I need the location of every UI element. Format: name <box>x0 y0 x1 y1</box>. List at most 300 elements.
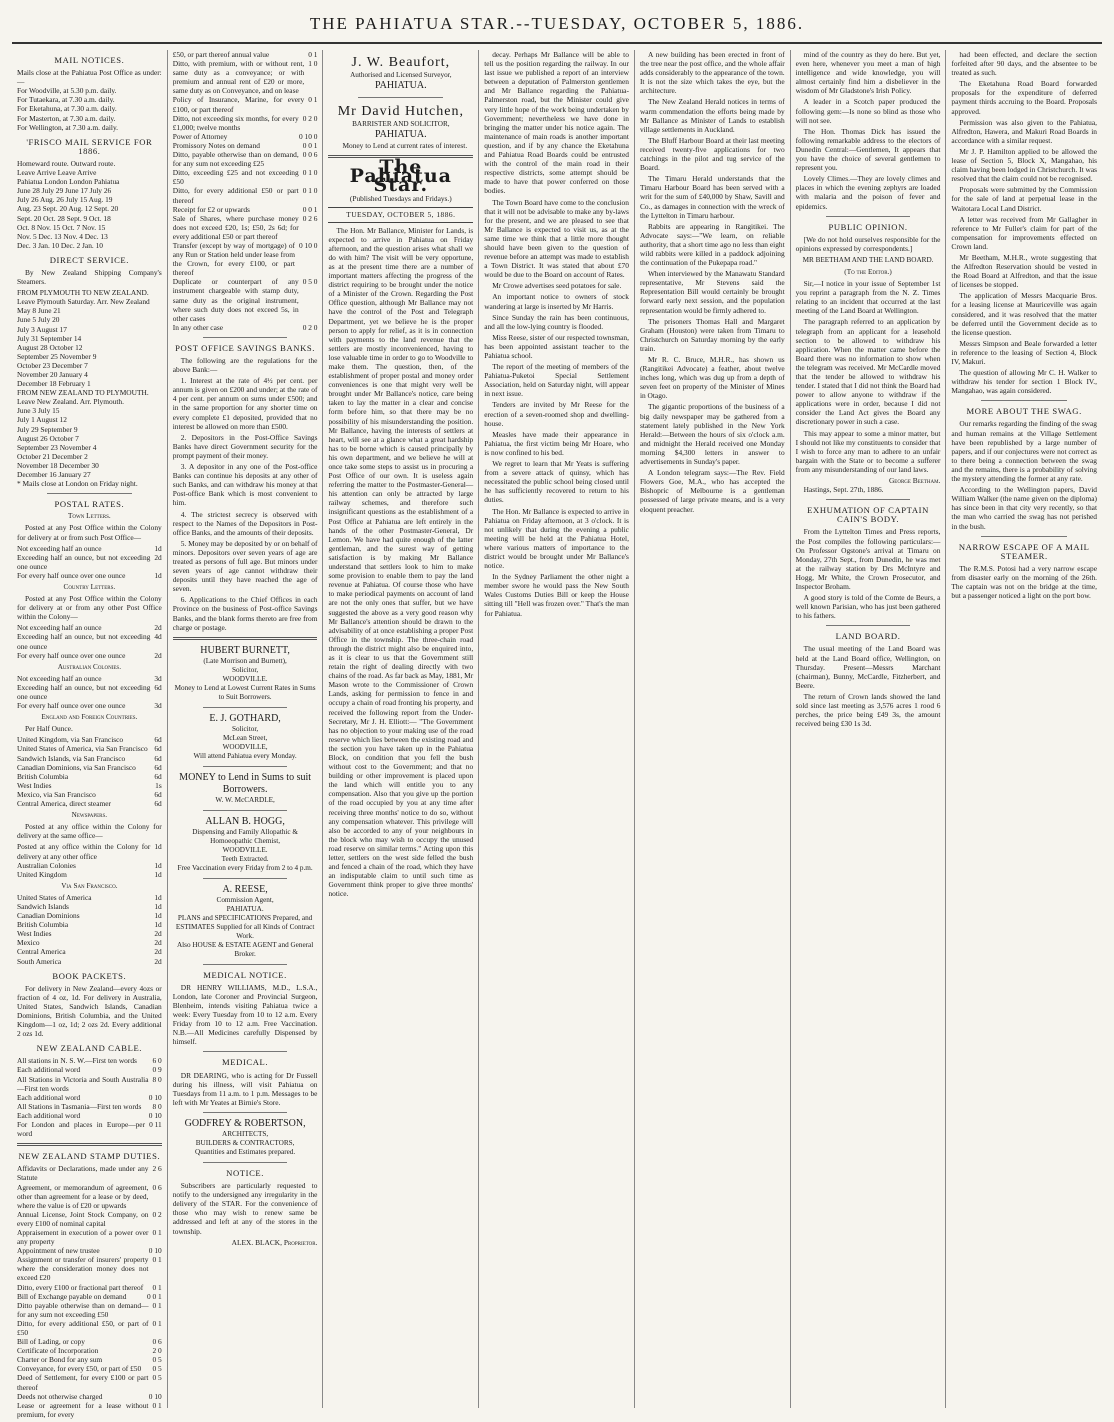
row-label: Canadian Dominions, via San Francisco <box>17 762 136 772</box>
row-value: 6d <box>154 682 162 692</box>
ad-line: PLANS and SPECIFICATIONS Prepared, and ESTIMATES Supplied for all Kinds of Contract Work. <box>175 913 315 940</box>
rate-row <box>17 799 162 808</box>
row-value: 0 1 <box>152 1227 162 1237</box>
direct-row: October 23 December 7 <box>17 360 88 370</box>
divider <box>203 964 288 965</box>
news-paragraph: The Hon. Mr Ballance is expected to arrive in Pahiatua on Friday afternoon, at 3 o'clock. It is not unlikely that during the evening a public meeting will be held at the Pahiatua Hotel, where various matters of importance to the district would be brought under Mr Ballance's notice. <box>484 506 629 571</box>
rate-row <box>17 701 162 710</box>
frisco-row: Leave Arrive Leave Arrive <box>17 168 97 178</box>
frisco-row: Sept. 20 Oct. 28 Sept. 9 Oct. 18 <box>17 213 111 223</box>
column-4 <box>479 50 635 1408</box>
swag-title: MORE ABOUT THE SWAG. <box>966 406 1082 417</box>
opinion-note: [We do not hold ourselves responsible for the opinions expressed by correspondents.] <box>795 234 941 253</box>
mail-lines <box>17 68 162 132</box>
rate-row <box>17 781 162 790</box>
savings-paragraph: 2. Depositors in the Post-Office Savings Banks have direct Government security for the prompt payment of their money. <box>172 432 318 460</box>
row-value: 1d <box>154 911 162 921</box>
row-value: 2d <box>154 947 162 957</box>
ad-line: Commission Agent, <box>216 895 274 904</box>
cable-row <box>17 1120 162 1138</box>
row-value: 2 6 <box>152 1164 162 1174</box>
news-paragraph: Tenders are invited by Mr Reese for the erection of a seven-roomed shop and dwelling-house. <box>484 400 629 428</box>
divider <box>203 337 288 338</box>
rate-row <box>17 754 162 763</box>
stamp-row <box>173 205 318 214</box>
row-label: Conveyance, for every £50, or part of £50 <box>17 1364 142 1374</box>
ad-line: Dispensing and Family Allopathic & Homoeopathic Chemist, <box>192 827 298 845</box>
ad-line: Will attend Pahiatua every Monday. <box>193 751 297 760</box>
row-value: 0 1 <box>152 1255 162 1265</box>
letter-title: MR BEETHAM AND THE LAND BOARD. <box>802 255 934 264</box>
stamp-row <box>17 1301 162 1319</box>
rate-row <box>17 632 162 650</box>
land-board-paragraph: The usual meeting of the Land Board was held at the Land Board office, Wellington, on Thursday. Present—Messrs Marchant (chairman), Bunny, McCardle, Fitzherbert, and Beere. <box>795 644 941 690</box>
row-value: 1d <box>154 892 162 902</box>
news-paragraph: The Town Board have come to the conclusion that it will not be advisable to make any by-laws for the present, and we are pleased to see that Mr Ballance is expected to visit us, as at the same time we think that a little more thought should have been given to the question of revenue before an attempt was made to establish a Town District. It was stated that about £70 would be due to the Board on account of Rates. <box>484 197 629 280</box>
land-board-continued <box>951 50 1097 395</box>
exhumation-paragraph: A good story is told of the Comte de Beurs, a well known Parisian, who has just been gathered to his fathers. <box>795 593 941 621</box>
cable-row <box>17 1102 162 1111</box>
divider <box>203 707 288 708</box>
cable-row <box>17 1075 162 1093</box>
godfrey-robertson-ad <box>173 1118 318 1157</box>
rate-row <box>17 744 162 753</box>
divider <box>173 637 318 640</box>
row-label: Central America, direct steamer <box>17 799 111 809</box>
stamp-row <box>17 1255 162 1282</box>
letter-date: Hastings, Sept. 27th, 1886. <box>803 485 884 495</box>
column-1 <box>12 50 168 1419</box>
row-value: 1d <box>154 860 162 870</box>
news-paragraph: A London telegram says:—The Rev. Field Flowers Goe, M.A., who has accepted the Bishopric of Melbourne is a gentleman possessed of large private means, and is a very eloquent preacher. <box>639 468 785 514</box>
stamp-row <box>173 114 318 132</box>
direct-row: October 21 December 2 <box>17 451 88 461</box>
row-value: 0 6 <box>152 1337 162 1347</box>
row-label: Not exceeding half an ounce <box>17 673 102 683</box>
land-board-body <box>796 644 941 728</box>
letter-body <box>796 279 941 474</box>
direct-row: July 3 August 17 <box>17 324 67 334</box>
ad-name: A. REESE, <box>222 883 268 895</box>
land-board-paragraph: Mr Beetham, M.H.R., wrote suggesting that the Alfredton Reservation should be vested in the Road Board at Alfredton, and that the issue of licenses be stopped. <box>951 252 1097 290</box>
escape-body <box>951 564 1097 600</box>
row-label: Canadian Dominions <box>17 911 80 921</box>
row-label: Ditto, not exceeding six months, for every £1,000; twelve months <box>172 113 299 132</box>
mail-line: For Woodville, at 5.30 p.m. daily. <box>17 86 117 96</box>
savings-paragraph: 4. The strictest secrecy is observed with respect to the Names of the Depositors in Post-office Banks, and the amounts of their deposits. <box>172 509 318 537</box>
row-label: Exceeding half an ounce, but not exceeding one ounce <box>17 552 151 571</box>
row-label: All Stations in Tasmania—First ten words <box>17 1101 142 1111</box>
column-3 <box>323 50 479 1408</box>
row-label: Each additional word <box>17 1065 81 1075</box>
divider <box>203 1112 288 1113</box>
ad-line: PAHIATUA. <box>375 129 427 140</box>
mail-line: Mails close at the Pahiatua Post Office as under:— <box>17 68 162 87</box>
news-paragraph: Rabbits are appearing in Rangitikei. The Advocate says:—"We learn, on reliable authority, that a short time ago no less than eight wild rabbits were killed in a paddock adjoining the continuation of the Pukepapa road." <box>639 221 785 268</box>
row-label: West Indies <box>17 929 52 939</box>
row-label: United Kingdom <box>17 869 67 879</box>
land-board-paragraph: had been effected, and declare the section forfeited after 90 days, and the absentee to be treated as such. <box>951 50 1097 78</box>
frisco-row: June 28 July 29 June 17 July 26 <box>17 186 112 196</box>
cable-rates <box>17 1056 162 1138</box>
medical-title: MEDICAL. <box>222 1057 269 1068</box>
divider <box>826 625 911 626</box>
row-value: 0 5 0 <box>302 277 318 287</box>
row-label: Deeds not otherwise charged <box>17 1391 103 1401</box>
news-paragraph: The New Zealand Herald notices in terms of warm commendation the efforts being made by Mr Ballance as Minister of Lands to establish village settlements in Auckland. <box>639 97 785 134</box>
ad-line: Solicitor, <box>231 665 259 674</box>
row-value: 1 0 <box>308 59 318 69</box>
frisco-row: Nov. 5 Dec. 13 Nov. 4 Dec. 13 <box>17 231 108 241</box>
ad-line: PAHIATUA. <box>375 80 427 91</box>
news-paragraph: The gigantic proportions of the business of a big daily newspaper may be gathered from a statement lately published in the New York Herald:—Between the hours of six o'clock a.m. and midnight the Herald received one Monday morning $4,300 letters in answer to advertisements in Sunday's paper. <box>639 402 785 467</box>
stamp-row <box>173 214 318 241</box>
row-value: 0 10 <box>148 1391 162 1401</box>
column-5 <box>635 50 791 1408</box>
row-label: Australian Colonies <box>17 860 76 870</box>
row-label: United States of America <box>17 892 92 902</box>
editorial <box>328 226 473 899</box>
row-value: 0 2 0 <box>302 322 318 332</box>
row-value: 2 0 <box>152 1346 162 1356</box>
advertisement <box>173 772 318 805</box>
cable-row <box>17 1093 162 1102</box>
land-board-paragraph: Proposals were submitted by the Commission for the sale of land at perpetual lease in the Waitotara Local Land District. <box>951 185 1097 213</box>
row-label: For every half ounce over one ounce <box>17 650 126 660</box>
row-label: Ditto, with premium, with or without rent, same duty as a conveyance; or with premium and annual rent of £20 or more, same duty as on Conveyance, and on lease <box>172 59 305 96</box>
row-value: 0 2 0 <box>302 113 318 123</box>
stamp-row <box>173 132 318 141</box>
news-paragraph: The report of the meeting of members of the Pahiatua-Puketoi Special Settlement Association, held on Saturday night, will appear in next issue. <box>484 362 629 399</box>
row-value: 0 1 <box>152 1318 162 1328</box>
ad-name: Mr David Hutchen, <box>337 104 464 119</box>
rate-heading: Australian Colonies. <box>57 662 122 671</box>
ad-line: ARCHITECTS, <box>222 1129 269 1138</box>
row-label: Lease or agreement for a lease without premium, for every <box>17 1400 149 1419</box>
frisco-row: Dec. 3 Jan. 10 Dec. 2 Jan. 10 <box>17 240 103 250</box>
land-board-paragraph: The application of Messrs Macquarie Bros. for a leasing license at Mauriceville was again considered, and it was resolved that the matter be deferred until the Government decide as to the license question. <box>951 291 1097 337</box>
news-paragraph: We regret to learn that Mr Yeats is suffering from a severe attack of quinsy, which has necessitated the public school being closed until he has sufficiently recovered to return to his duties. <box>484 459 629 505</box>
escape-title: NARROW ESCAPE OF A MAIL STEAMER. <box>958 541 1090 561</box>
stamp-row <box>17 1164 162 1182</box>
row-value: 0 6 <box>152 1182 162 1192</box>
rate-row <box>17 861 162 870</box>
savings-paragraph: 3. A depositor in any one of the Post-office Banks can continue his deposits at any other of such Banks, and can withdraw his money at that Post-office Bank which is most convenient to him. <box>172 462 318 508</box>
divider <box>203 878 288 879</box>
news-paragraph: The Bluff Harbour Board at their last meeting received twenty-five applications for two catchings in the pilot and tug service of the Board. <box>639 135 785 173</box>
rate-heading: Town Letters. <box>68 512 111 521</box>
direct-row: December 18 February 1 <box>17 379 91 389</box>
rate-heading: Country Letters. <box>63 582 116 591</box>
ad-name: E. J. GOTHARD, <box>209 712 281 724</box>
row-label: West Indies <box>17 780 52 790</box>
row-label: Each additional word <box>17 1092 81 1102</box>
row-value: 6d <box>154 735 162 745</box>
row-value: 0 10 <box>148 1092 162 1102</box>
direct-table <box>17 288 162 488</box>
row-label: For London and places in Europe—per word <box>17 1120 146 1139</box>
divider <box>981 536 1067 537</box>
book-title: BOOK PACKETS. <box>52 970 127 981</box>
row-value: 0 5 <box>152 1364 162 1374</box>
direct-row: July 31 September 14 <box>17 333 82 343</box>
row-label: Not exceeding half an ounce <box>17 543 102 553</box>
row-label: All stations in N. S. W.—First ten words <box>17 1056 137 1066</box>
row-value: 1d <box>154 920 162 930</box>
rate-heading: Via San Francisco. <box>61 881 118 890</box>
letter-paragraph: Sir,—I notice in your issue of September 1st you reprint a paragraph from the N. Z. Times relating to an incident that occurred at the last meeting of the Land Board at Wellington. <box>795 279 941 316</box>
divider <box>826 499 911 500</box>
swag-body <box>951 419 1097 530</box>
stamp-row <box>17 1246 162 1255</box>
medical-notice-title: MEDICAL NOTICE. <box>203 969 287 980</box>
row-label: Ditto, for every additional £50, or part of £50 <box>17 1318 149 1337</box>
savings-intro: The following are the regulations for the above Bank:— <box>172 356 318 375</box>
ad-line: Quantities and Estimates prepared. <box>195 1147 296 1156</box>
row-value: 0 10 <box>148 1246 162 1256</box>
general-news <box>640 50 785 514</box>
row-label: Central America <box>17 947 66 957</box>
row-label: Sandwich Islands <box>17 901 69 911</box>
stamp-row <box>173 168 318 186</box>
direct-title: DIRECT SERVICE. <box>49 254 130 265</box>
row-value: 0 1 0 <box>302 168 318 178</box>
rate-row <box>17 763 162 772</box>
row-label: Certificate of Incorporation <box>17 1346 99 1356</box>
column-6 <box>791 50 947 1408</box>
direct-row: FROM PLYMOUTH TO NEW ZEALAND. <box>17 288 149 298</box>
row-value: 2d <box>154 956 162 966</box>
direct-row: * Mails close at London on Friday night. <box>17 479 138 489</box>
ad-line: (Late Morrison and Burnett), <box>203 656 287 665</box>
rate-row <box>17 772 162 781</box>
row-label: Affidavits or Declarations, made under any Statute <box>17 1164 149 1183</box>
exhumation-body <box>796 527 941 620</box>
divider <box>826 216 911 217</box>
ad-name: J. W. Beaufort, <box>351 55 451 70</box>
row-value: 0 10 0 <box>298 131 318 141</box>
rate-row <box>17 544 162 553</box>
direct-row: June 3 July 15 <box>17 406 60 416</box>
ad-line: Money to Lend at Lowest Current Rates in Sums to Suit Borrowers. <box>174 683 316 701</box>
row-value: 0 0 1 <box>146 1291 162 1301</box>
rate-row <box>17 735 162 744</box>
row-value: 8 0 <box>152 1074 162 1084</box>
direct-row: July 29 September 9 <box>17 424 78 434</box>
stamp-row <box>17 1319 162 1337</box>
news-items <box>796 50 941 211</box>
row-label: For every half ounce over one ounce <box>17 701 126 711</box>
row-label: Ditto payable otherwise than on demand—for any sum not exceeding £50 <box>17 1300 149 1319</box>
rate-row <box>17 842 162 860</box>
row-label: All Stations in Victoria and South Australia—First ten words <box>17 1074 149 1093</box>
row-value: 2d <box>154 552 162 562</box>
stamp-row <box>17 1183 162 1210</box>
row-label: Posted at any office within the Colony for delivery at any other office <box>17 842 151 861</box>
row-value: 8 0 <box>152 1101 162 1111</box>
land-board-paragraph: The return of Crown lands showed the land sold since last meeting as 3,576 acres 1 rood 6 perches, the price being £49 3s, the amount received being £30 1s 3d. <box>795 691 941 729</box>
ad-line: Solicitor, <box>231 724 259 733</box>
land-board-paragraph: A letter was received from Mr Gallagher in reference to Mr Fuller's claim for part of the compensation for improvements effected on Crown land. <box>951 214 1097 251</box>
advertisement <box>173 884 318 959</box>
row-label: Annual License, Joint Stock Company, on every £100 of nominal capital <box>17 1209 149 1228</box>
row-label: Receipt for £2 or upwards <box>172 204 250 214</box>
column-7 <box>946 50 1102 1408</box>
land-board-paragraph: Permission was also given to the Pahiatua, Alfredton, Hawera, and Makuri Road Boards in accordance with a similar request. <box>951 117 1097 145</box>
row-label: Each additional word <box>17 1110 81 1120</box>
letter-paragraph: The paragraph referred to an application by telegraph from an applicant for a leasehold section to be allowed to withdraw his application. When the matter came before the Board there was no information to show when the telegram was received. Mr McCardle moved that the tender be allowed to withdraw his tender. I stated that I did not think the Board had power to allow anyone to withdraw if the applications were in order, because I did not consider the Land Act gives the Board any discretionary power in such a case. <box>795 317 941 427</box>
stamp-duties-continued <box>173 50 318 332</box>
row-label: Policy of Insurance, Marine, for every £100, or part thereof <box>172 95 305 114</box>
row-label: Appointment of new trustee <box>17 1246 100 1256</box>
rate-row <box>17 553 162 571</box>
letter-to: (To the Editor.) <box>844 267 892 276</box>
notice-signature: ALEX. BLACK, Proprietor. <box>231 1237 318 1247</box>
direct-row: Leave Plymouth Saturday. Arr. New Zealand <box>17 297 150 307</box>
row-value: 0 1 <box>308 95 318 105</box>
ad-line: Free Vaccination every Friday from 2 to 4 p.m. <box>177 863 313 872</box>
stamp-duties <box>17 1164 162 1419</box>
stamp-row <box>17 1355 162 1364</box>
rate-text: Posted at any office within the Colony for delivery at the same office— <box>17 822 162 841</box>
row-value: 0 1 <box>308 50 318 59</box>
news-paragraph: An important notice to owners of stock wandering at large is inserted by Mr Harris. <box>484 292 629 311</box>
row-label: British Columbia <box>17 771 69 781</box>
stamp-row <box>17 1292 162 1301</box>
stamp-row <box>17 1283 162 1292</box>
ad-line: Also HOUSE & ESTATE AGENT and General Broker. <box>176 940 314 958</box>
row-label: Promissory Notes on demand <box>172 140 260 150</box>
ad-line: WOODVILLE, <box>222 742 268 751</box>
ad-line: W. W. McCARDLE, <box>215 795 275 804</box>
row-value: 0 1 <box>152 1300 162 1310</box>
news-paragraph: The Timaru Herald understands that the Timaru Harbour Board has been served with a writ for the sum of £40,000 by Shaw, Savill and Co., as damages in connection with the wreck of the Lyttelton in Timaru harbour. <box>639 174 785 220</box>
rate-row <box>17 911 162 920</box>
row-label: British Columbia <box>17 920 69 930</box>
row-value: 0 5 <box>152 1373 162 1383</box>
savings-regulations <box>173 376 318 632</box>
stamp-row <box>17 1364 162 1373</box>
paper-name: The Pahiatua Star. <box>349 156 452 197</box>
frisco-table <box>17 159 162 250</box>
row-value: 4d <box>154 632 162 642</box>
rate-text: Per Half Ounce. <box>25 724 73 734</box>
row-value: 0 0 6 <box>302 150 318 160</box>
cable-row <box>17 1056 162 1065</box>
cable-title: NEW ZEALAND CABLE. <box>36 1043 143 1054</box>
row-value: 2d <box>154 623 162 633</box>
rate-row <box>17 957 162 966</box>
rate-row <box>17 571 162 580</box>
row-label: Sale of Shares, where purchase money does not exceed £20, 1s; £50, 2s 6d; for every additional £50 or part thereof <box>172 213 299 241</box>
row-value: 0 0 1 <box>302 140 318 150</box>
stamp-row <box>17 1346 162 1355</box>
divider <box>203 1162 288 1163</box>
stamp-row <box>17 1392 162 1401</box>
row-label: Appraisement in execution of a power over any property <box>17 1227 149 1247</box>
rate-row <box>17 683 162 701</box>
divider <box>203 766 288 767</box>
row-value: 2d <box>154 929 162 939</box>
row-label: In any other case <box>172 322 224 332</box>
news-paragraph: Measles have made their appearance in Pahiatua, the first victim being Mr Hoare, who is now confined to his bed. <box>484 429 629 457</box>
ad-line: Authorised and Licensed Surveyor, <box>350 71 452 79</box>
ad-line: WOODVILLE. <box>222 674 268 683</box>
row-value: 6d <box>154 762 162 772</box>
rate-row <box>17 902 162 911</box>
row-label: Deed of Settlement, for every £100 or part thereof <box>17 1373 149 1392</box>
mail-line: For Wellington, at 7.30 a.m. daily. <box>17 122 119 132</box>
row-value: 6d <box>154 771 162 781</box>
news-paragraph: A new building has been erected in front of the tree near the post office, and the whole affair adds considerably to the appearance of the town. It is not the size which takes the eye, but the architecture. <box>639 50 785 96</box>
swag-paragraph: According to the Wellington papers, David William Walker (the name given on the diploma) has since been in that city very recently, so that the man who carried the swag has not perished in the bush. <box>951 485 1097 531</box>
postal-title: POSTAL RATES. <box>54 499 125 510</box>
letter-paragraph: This may appear to some a minor matter, but I should not like my constituents to consider that I wish to force any man to adhere to an unfair bargain with the State or to become a sufferer from any misunderstanding of our land laws. <box>795 428 941 474</box>
row-value: 2d <box>154 650 162 660</box>
divider <box>203 1051 288 1052</box>
row-label: Charter or Bond for any sum <box>17 1355 103 1365</box>
escape-paragraph: The R.M.S. Potosi had a very narrow escape from disaster early on the morning of the 26th. The captain was not on the bridge at the time, but a passenger noticed a light on the port bow. <box>951 563 1097 601</box>
ad-line: BUILDERS & CONTRACTORS, <box>195 1138 295 1147</box>
exhumation-title: EXHUMATION OF CAPTAIN CAIN'S BODY. <box>807 505 929 525</box>
row-label: Ditto, payable otherwise than on demand, for any sum not exceeding £25 <box>172 150 299 169</box>
stamp-row <box>173 323 318 332</box>
rate-heading: Newspapers. <box>71 811 108 820</box>
book-text: For delivery in New Zealand—every 4ozs or fraction of 4 oz, 1d. For delivery in Australia, United States, Sandwich Islands, Canadian Dominions, British Columbia, and the United Kingdom—1 oz, 1d; 2 ozs 2d. Every additional 2 ozs 1d. <box>17 983 162 1039</box>
row-label: Assignment or transfer of insurers' property where the consideration money does not exceed £20 <box>17 1255 149 1283</box>
direct-row: September 23 November 4 <box>17 442 97 452</box>
row-label: United Kingdom, via San Francisco <box>17 735 124 745</box>
news-paragraph: When interviewed by the Manawatu Standard representative, Mr Stevens said the Representation Bill would certainly be brought forward early next session, and the population representation would be firmly adhered to. <box>639 269 785 315</box>
row-label: South America <box>17 956 62 966</box>
stamp-row <box>173 277 318 322</box>
row-value: 0 0 1 <box>302 204 318 214</box>
stamp-row <box>17 1337 162 1346</box>
savings-title: POST OFFICE SAVINGS BANKS. <box>175 342 316 353</box>
ad-line: McLean Street, <box>222 733 268 742</box>
advertisement <box>173 645 318 702</box>
direct-row: August 26 October 7 <box>17 433 79 443</box>
row-value: 1s <box>155 780 162 790</box>
letter-signature: George Beetham. <box>888 476 941 486</box>
land-board-paragraph: The question of allowing Mr C. H. Walker to withdraw his tender for section 1 Block IV., Mangahao, was again considered. <box>951 368 1097 396</box>
postal-sections <box>17 512 162 965</box>
frisco-row: Homeward route. Outward route. <box>17 158 116 168</box>
news-paragraph: A leader in a Scotch paper produced the following gem:—Is none so blind as those who will not see. <box>795 97 941 125</box>
row-value: 0 9 <box>152 1065 162 1075</box>
row-label: Exceeding half an ounce, but not exceeding one ounce <box>17 682 151 701</box>
news-paragraph: Miss Reese, sister of our respected townsman, has been appointed assistant teacher to the Pahiatua school. <box>484 332 629 360</box>
news-paragraph: In the Sydney Parliament the other night a member swore he would pass the New South Wales Customs Duties Bill or keep the House sitting till "Hell was frozen over." That's the man for Pahiatua. <box>484 572 629 618</box>
news-paragraph: decay. Perhaps Mr Ballance will be able to tell us the position regarding the railway. In our last issue we published a report of an interview between a deputation of Palmerston gentlemen and Mr Ballance regarding the Pahiatua-Palmerston road, but the Minister could give very little hope of the work being undertaken by Government; nevertheless we have done in bringing the matter under his notice again. The maintenance of main roads is another important question, and if by any chance the Eketahuna and Pahiatua Road Boards could be entrusted with the control of the main road in their respective districts, some attempt should be made to have that power conferred on those bodies. <box>484 50 629 196</box>
ad-name: MONEY to Lend in Sums to suit Borrowers. <box>179 771 312 795</box>
local-news <box>484 50 629 618</box>
row-label: Mexico <box>17 938 40 948</box>
direct-row: May 8 June 21 <box>17 306 61 316</box>
row-label: Exceeding half an ounce, but not exceeding one ounce <box>17 632 151 651</box>
row-value: 3d <box>154 673 162 683</box>
row-label: Power of Attorney <box>172 131 228 141</box>
direct-row: December 16 January 27 <box>17 470 91 480</box>
stamp-row <box>173 50 318 59</box>
rate-row <box>17 893 162 902</box>
row-label: Transfer (except by way of mortgage) of any Run or Station held under lease from the Crown, for every £100, or part thereof <box>172 240 295 278</box>
news-paragraph: Lovely Climes.—They are lovely climes and places in which the evening zephyrs are loaded with malaria and the poison of fever and epidemics. <box>795 174 941 211</box>
stamp-row <box>17 1228 162 1246</box>
mail-line: For Eketahuna, at 7.30 a.m. daily. <box>17 104 117 114</box>
masthead: THE PAHIATUA STAR.--TUESDAY, OCTOBER 5, 1886. <box>12 14 1102 44</box>
row-label: £50, or part thereof annual value <box>172 50 270 59</box>
